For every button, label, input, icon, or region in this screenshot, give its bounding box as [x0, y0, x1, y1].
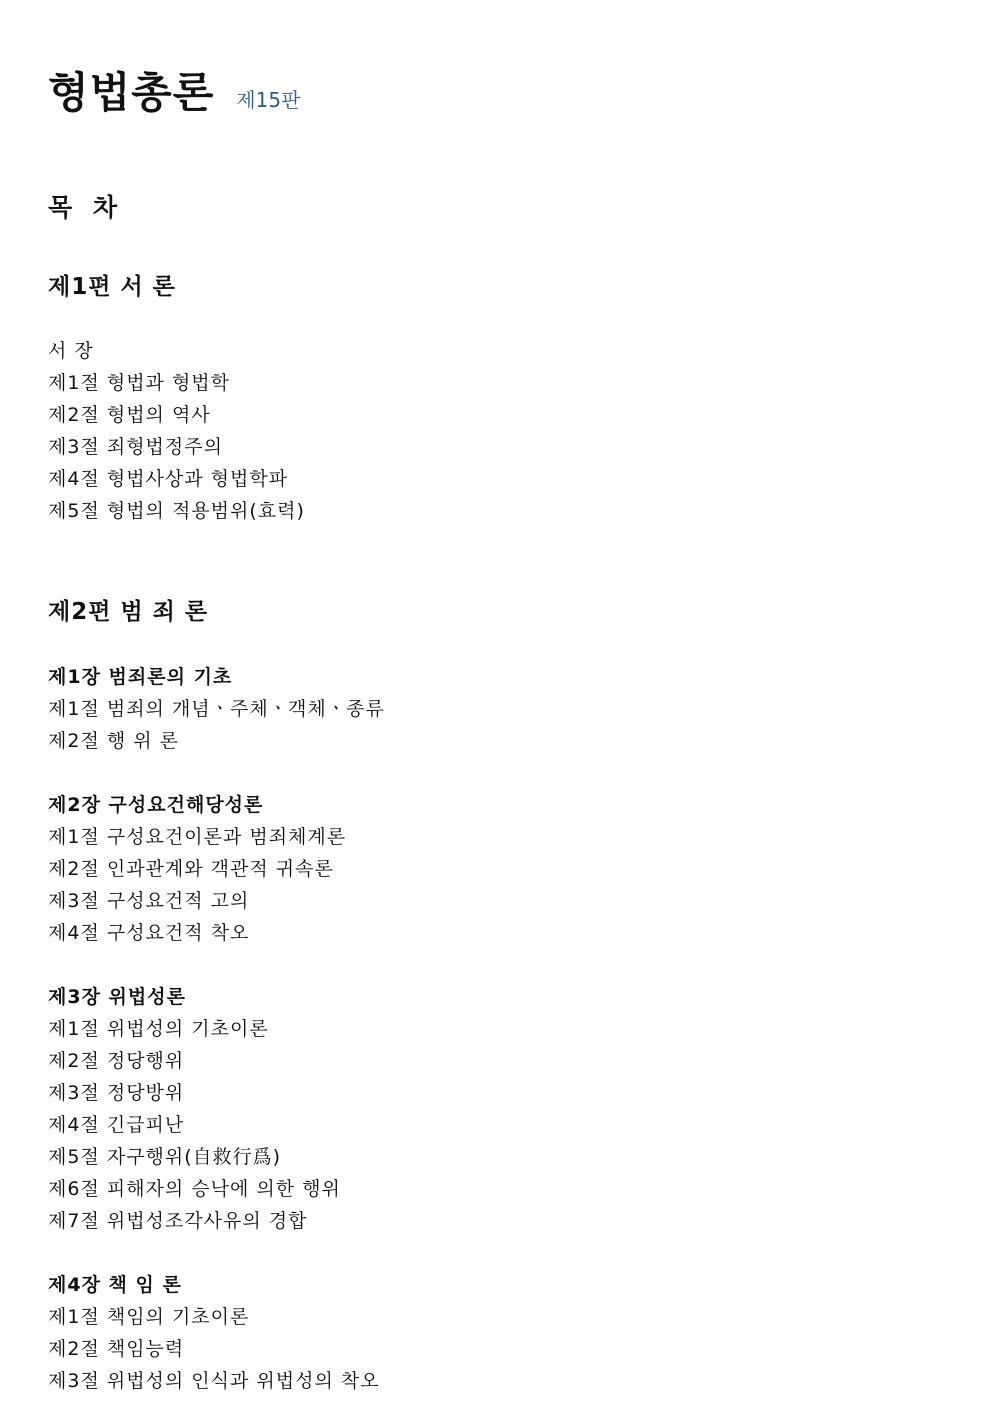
- toc-entry: 제1절 구성요건이론과 범죄체계론: [48, 826, 347, 848]
- toc-entry: 제1절 책임의 기초이론: [48, 1306, 250, 1328]
- toc-entry: 제1절 범죄의 개념ㆍ주체ㆍ객체ㆍ종류: [48, 698, 385, 720]
- toc-entry: 제4절 형법사상과 형법학파: [48, 468, 289, 490]
- toc-entry: 제3절 죄형법정주의: [48, 436, 223, 458]
- toc-entry: 서 장: [48, 340, 94, 362]
- toc-entry: 제4절 구성요건적 착오: [48, 922, 250, 944]
- chapter-title: 제2장 구성요건해당성론: [48, 794, 264, 816]
- chapter-title: 제3장 위법성론: [48, 986, 186, 1008]
- toc-entry: 제5절 자구행위(自救行爲): [48, 1146, 282, 1168]
- toc-entry: 제3절 위법성의 인식과 위법성의 착오: [48, 1370, 380, 1392]
- toc-entry: 제6절 피해자의 승낙에 의한 행위: [48, 1178, 341, 1200]
- part1-heading: 제1편 서 론: [48, 274, 176, 300]
- toc-entry: 제2절 정당행위: [48, 1050, 185, 1072]
- toc-entry: 제2절 행 위 론: [48, 730, 179, 752]
- toc-entry: 제3절 정당방위: [48, 1082, 185, 1104]
- toc-entry: 제5절 형법의 적용범위(효력): [48, 500, 305, 522]
- toc-entry: 제7절 위법성조각사유의 경합: [48, 1210, 308, 1232]
- edition-label: 제15판: [236, 88, 301, 112]
- book-title: 형법총론: [48, 68, 215, 117]
- toc-heading: 목 차: [48, 193, 124, 222]
- toc-entry: 제2절 인과관계와 객관적 귀속론: [48, 858, 334, 880]
- toc-entry: 제1절 형법과 형법학: [48, 372, 230, 394]
- toc-entry: 제1절 위법성의 기초이론: [48, 1018, 269, 1040]
- title-row: [48, 60, 300, 120]
- toc-entry: 제3절 구성요건적 고의: [48, 890, 250, 912]
- toc-entry: 제4절 긴급피난: [48, 1114, 185, 1136]
- chapter-title: 제4장 책 임 론: [48, 1274, 182, 1296]
- toc-entry: 제2절 형법의 역사: [48, 404, 211, 426]
- part2-heading: 제2편 범 죄 론: [48, 599, 209, 625]
- chapter-title: 제1장 범죄론의 기초: [48, 666, 233, 688]
- toc-entry: 제2절 책임능력: [48, 1338, 185, 1360]
